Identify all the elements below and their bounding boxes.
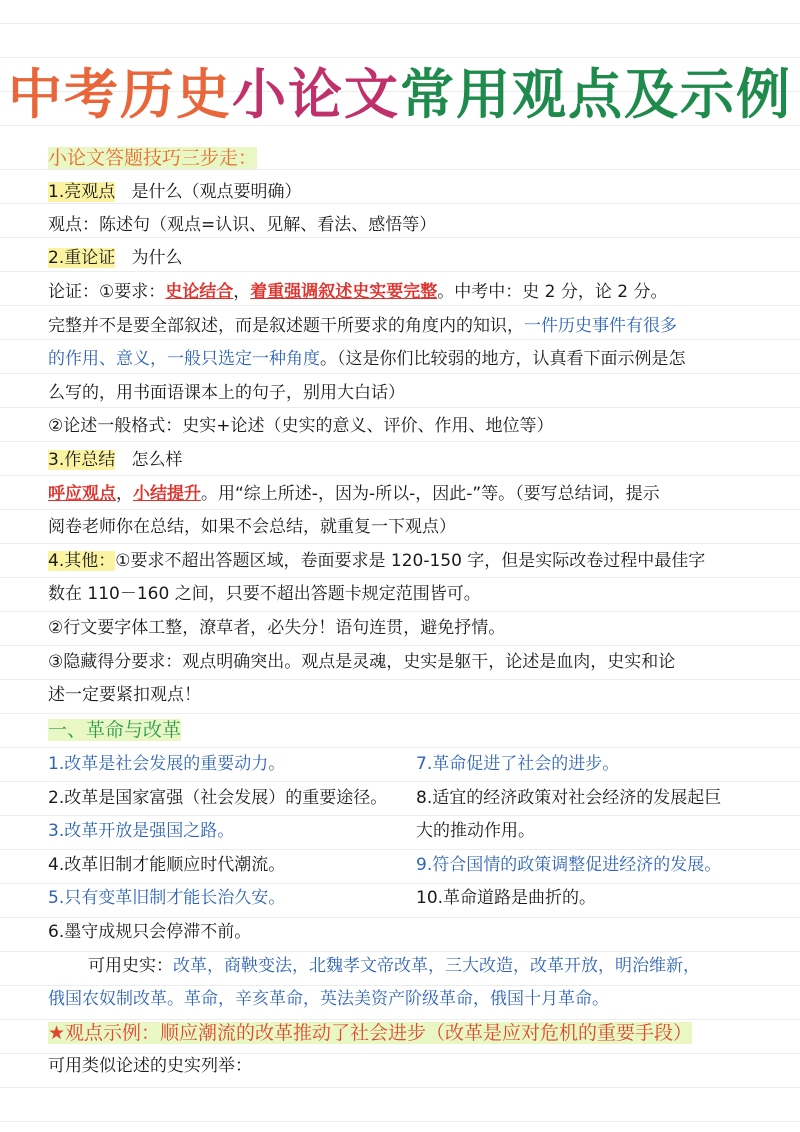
step4-line-3: ②行文要字体工整，潦草者，必失分！语句连贯，避免抒情。	[48, 618, 506, 638]
step3-label: 3.作总结	[48, 450, 116, 470]
step2-line2-text: 完整并不是要全部叙述，而是叙述题干所要求的角度内的知识，	[48, 316, 524, 336]
point-item: 5.只有变革旧制才能长治久安。	[48, 888, 286, 908]
step2-label: 2.重论证	[48, 248, 116, 268]
point-item: 1.改革是社会发展的重要动力。	[48, 754, 286, 774]
step2-line1-red2: 着重强调叙述史实要完整	[250, 282, 438, 302]
step4-line-2: 数在 110－160 之间，只要不超出答题卡规定范围皆可。	[48, 584, 481, 604]
step3-text: 怎么样	[131, 450, 183, 470]
point-item: 2.改革是国家富强（社会发展）的重要途径。	[48, 788, 388, 808]
step2-line-1	[48, 280, 758, 304]
facts-line-1	[88, 954, 758, 978]
facts-text-1: 改革，商鞅变法，北魏孝文帝改革，三大改造，改革开放，明治维新，	[173, 956, 700, 976]
step1-label: 1.亮观点	[48, 182, 116, 202]
facts-label: 可用史实：	[88, 956, 173, 976]
step2-line-3	[48, 347, 758, 371]
facts-line-2: 俄国农奴制改革。革命，辛亥革命，英法美资产阶级革命，俄国十月革命。	[48, 989, 609, 1009]
step1-text: 是什么（观点要明确）	[131, 182, 302, 202]
point-item: 7.革命促进了社会的进步。	[416, 754, 620, 774]
step3-line1-red1: 呼应观点	[48, 484, 116, 504]
example-heading: ★观点示例：顺应潮流的改革推动了社会进步（改革是应对危机的重要手段）	[48, 1022, 693, 1044]
step2-line3-blue: 的作用、意义，一般只选定一种角度	[48, 349, 320, 369]
tips-heading-row	[48, 146, 758, 170]
example-heading-row	[48, 1021, 760, 1045]
step3-line-2: 阅卷老师你在总结，如果不会总结，就重复一下观点）	[48, 517, 456, 537]
step1-detail: 观点：陈述句（观点=认识、见解、看法、感悟等）	[48, 215, 437, 235]
point-item: 大的推动作用。	[416, 821, 535, 841]
point-item: 10.革命道路是曲折的。	[416, 888, 597, 908]
step4-text: ①要求不超出答题区域，卷面要求是 120-150 字，但是实际改卷过程中最佳字	[115, 551, 706, 571]
step3-line1-text: 。用“综上所述-，因为-所以-，因此-”等。（要写总结词，提示	[201, 484, 660, 504]
point-item: 9.符合国情的政策调整促进经济的发展。	[416, 855, 722, 875]
step2-line3-text: 。（这是你们比较弱的地方，认真看下面示例是怎	[320, 349, 686, 369]
step2-line2-blue: 一件历史事件有很多	[524, 316, 677, 336]
step2-line1-prefix: 论证：①要求：	[48, 282, 166, 302]
title-part-2: 小论文	[232, 63, 400, 126]
step2-line-4: 么写的，用书面语课本上的句子，别用大白话）	[48, 383, 405, 403]
title-part-3: 常用观点及示例	[400, 63, 792, 126]
step2-row	[48, 246, 758, 270]
point-item: 8.适宜的经济政策对社会经济的发展起巨	[416, 788, 722, 808]
title-part-1: 中考历史	[8, 63, 232, 126]
step2-text: 为什么	[131, 248, 183, 268]
step4-row	[48, 549, 758, 573]
step2-line-5: ②论述一般格式：史实+论述（史实的意义、评价、作用、地位等）	[48, 416, 554, 436]
step3-line1-sep: ，	[116, 484, 133, 504]
section1-heading-row	[48, 718, 758, 742]
step4-line-5: 述一定要紧扣观点！	[48, 685, 201, 705]
step2-line1-red1: 史论结合	[165, 282, 234, 302]
step2-line1-sep: ，	[233, 282, 251, 302]
step3-line1-red2: 小结提升	[133, 484, 201, 504]
example-line: 可用类似论述的史实列举：	[48, 1056, 252, 1076]
step3-row	[48, 448, 758, 472]
step2-line1-suffix: 。中考中：史 2 分，论 2 分。	[437, 282, 668, 302]
page-title	[0, 52, 800, 129]
tips-heading: 小论文答题技巧三步走：	[48, 147, 258, 169]
step1-row	[48, 180, 758, 204]
section1-heading: 一、革命与改革	[48, 719, 182, 741]
step2-line-2	[48, 314, 758, 338]
step4-label: 4.其他：	[48, 551, 116, 571]
point-item: 4.改革旧制才能顺应时代潮流。	[48, 855, 286, 875]
step3-line-1	[48, 482, 758, 506]
step4-line-4: ③隐藏得分要求：观点明确突出。观点是灵魂，史实是躯干，论述是血肉，史实和论	[48, 652, 676, 672]
point-item: 6.墨守成规只会停滞不前。	[48, 922, 252, 942]
point-item: 3.改革开放是强国之路。	[48, 821, 235, 841]
